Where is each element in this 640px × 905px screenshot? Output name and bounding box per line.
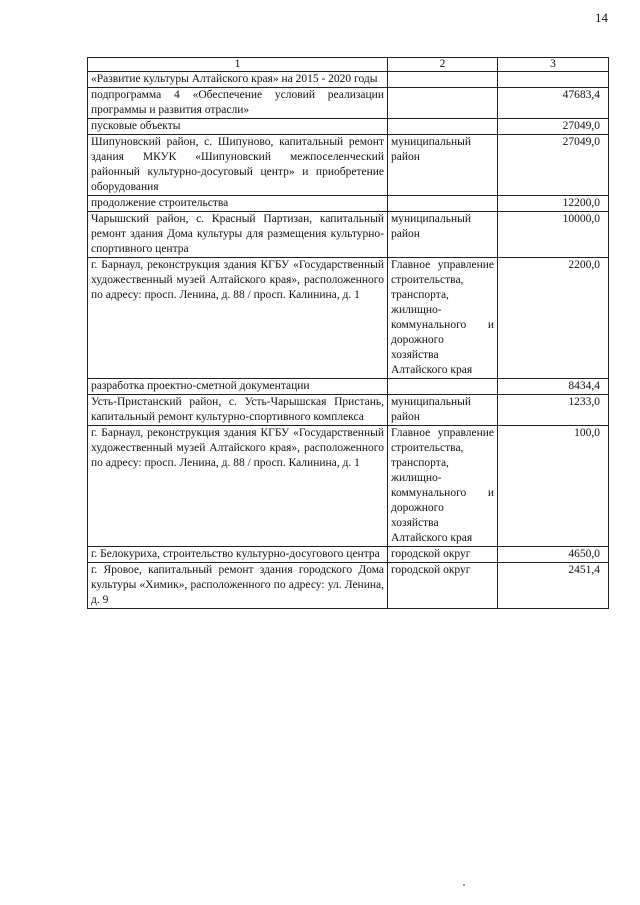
- table-row: [88, 119, 609, 135]
- row-level: [388, 119, 498, 135]
- row-level: муниципальный район: [388, 395, 498, 426]
- row-amount: 8434,4: [498, 379, 609, 395]
- row-description: разработка проектно-сметной документации: [88, 379, 388, 395]
- row-description: Усть-Пристанский район, с. Усть-Чарышская Пристань, капитальный ремонт культурно-спортивного комплекса: [88, 395, 388, 426]
- table-row: [88, 426, 609, 547]
- row-level: [388, 72, 498, 88]
- row-level: Главное управление строительства, транспорта, жилищно-коммунального и дорожного хозяйства Алтайского края: [388, 426, 498, 547]
- row-amount: 1233,0: [498, 395, 609, 426]
- table-header-row: [88, 58, 609, 72]
- row-description: «Развитие культуры Алтайского края» на 2015 - 2020 годы: [88, 72, 388, 88]
- scan-speck: [463, 884, 465, 886]
- table-row: [88, 258, 609, 379]
- row-description: подпрограмма 4 «Обеспечение условий реализации программы и развития отрасли»: [88, 88, 388, 119]
- row-description: Шипуновский район, с. Шипуново, капитальный ремонт здания МКУК «Шипуновский межпоселенческий районный культурно-досуговый центр» и приобретение оборудования: [88, 135, 388, 196]
- row-level: городской округ: [388, 547, 498, 563]
- table-row: [88, 135, 609, 196]
- table-row: [88, 547, 609, 563]
- row-amount: 4650,0: [498, 547, 609, 563]
- row-amount: 10000,0: [498, 212, 609, 258]
- table-row: [88, 72, 609, 88]
- table-row: [88, 379, 609, 395]
- row-description: г. Барнаул, реконструкция здания КГБУ «Государственный художественный музей Алтайского края», расположенного по адресу: просп. Ленина, д. 88 / просп. Калинина, д. 1: [88, 426, 388, 547]
- row-description: г. Яровое, капитальный ремонт здания городского Дома культуры «Химик», расположенного по адресу: ул. Ленина, д. 9: [88, 563, 388, 609]
- row-level: муниципальный район: [388, 212, 498, 258]
- table-row: [88, 212, 609, 258]
- row-level: [388, 379, 498, 395]
- row-level: Главное управление строительства, транспорта, жилищно-коммунального и дорожного хозяйства Алтайского края: [388, 258, 498, 379]
- table-row: [88, 196, 609, 212]
- budget-table: [87, 57, 609, 609]
- row-amount: 27049,0: [498, 119, 609, 135]
- row-level: городской округ: [388, 563, 498, 609]
- row-amount: 27049,0: [498, 135, 609, 196]
- column-header-1: 1: [88, 58, 388, 72]
- row-description: г. Белокуриха, строительство культурно-досугового центра: [88, 547, 388, 563]
- table-row: [88, 563, 609, 609]
- page-number: 14: [595, 10, 608, 25]
- row-description: пусковые объекты: [88, 119, 388, 135]
- column-header-2: 2: [388, 58, 498, 72]
- row-description: г. Барнаул, реконструкция здания КГБУ «Государственный художественный музей Алтайского края», расположенного по адресу: просп. Ленина, д. 88 / просп. Калинина, д. 1: [88, 258, 388, 379]
- row-level: [388, 196, 498, 212]
- row-amount: 2200,0: [498, 258, 609, 379]
- row-level: [388, 88, 498, 119]
- row-amount: 12200,0: [498, 196, 609, 212]
- table-row: [88, 88, 609, 119]
- row-description: Чарышский район, с. Красный Партизан, капитальный ремонт здания Дома культуры для размещения культурно-спортивного центра: [88, 212, 388, 258]
- row-description: продолжение строительства: [88, 196, 388, 212]
- row-amount: 2451,4: [498, 563, 609, 609]
- row-amount: 100,0: [498, 426, 609, 547]
- row-level: муниципальный район: [388, 135, 498, 196]
- row-amount: 47683,4: [498, 88, 609, 119]
- table-row: [88, 395, 609, 426]
- column-header-3: 3: [498, 58, 609, 72]
- row-amount: [498, 72, 609, 88]
